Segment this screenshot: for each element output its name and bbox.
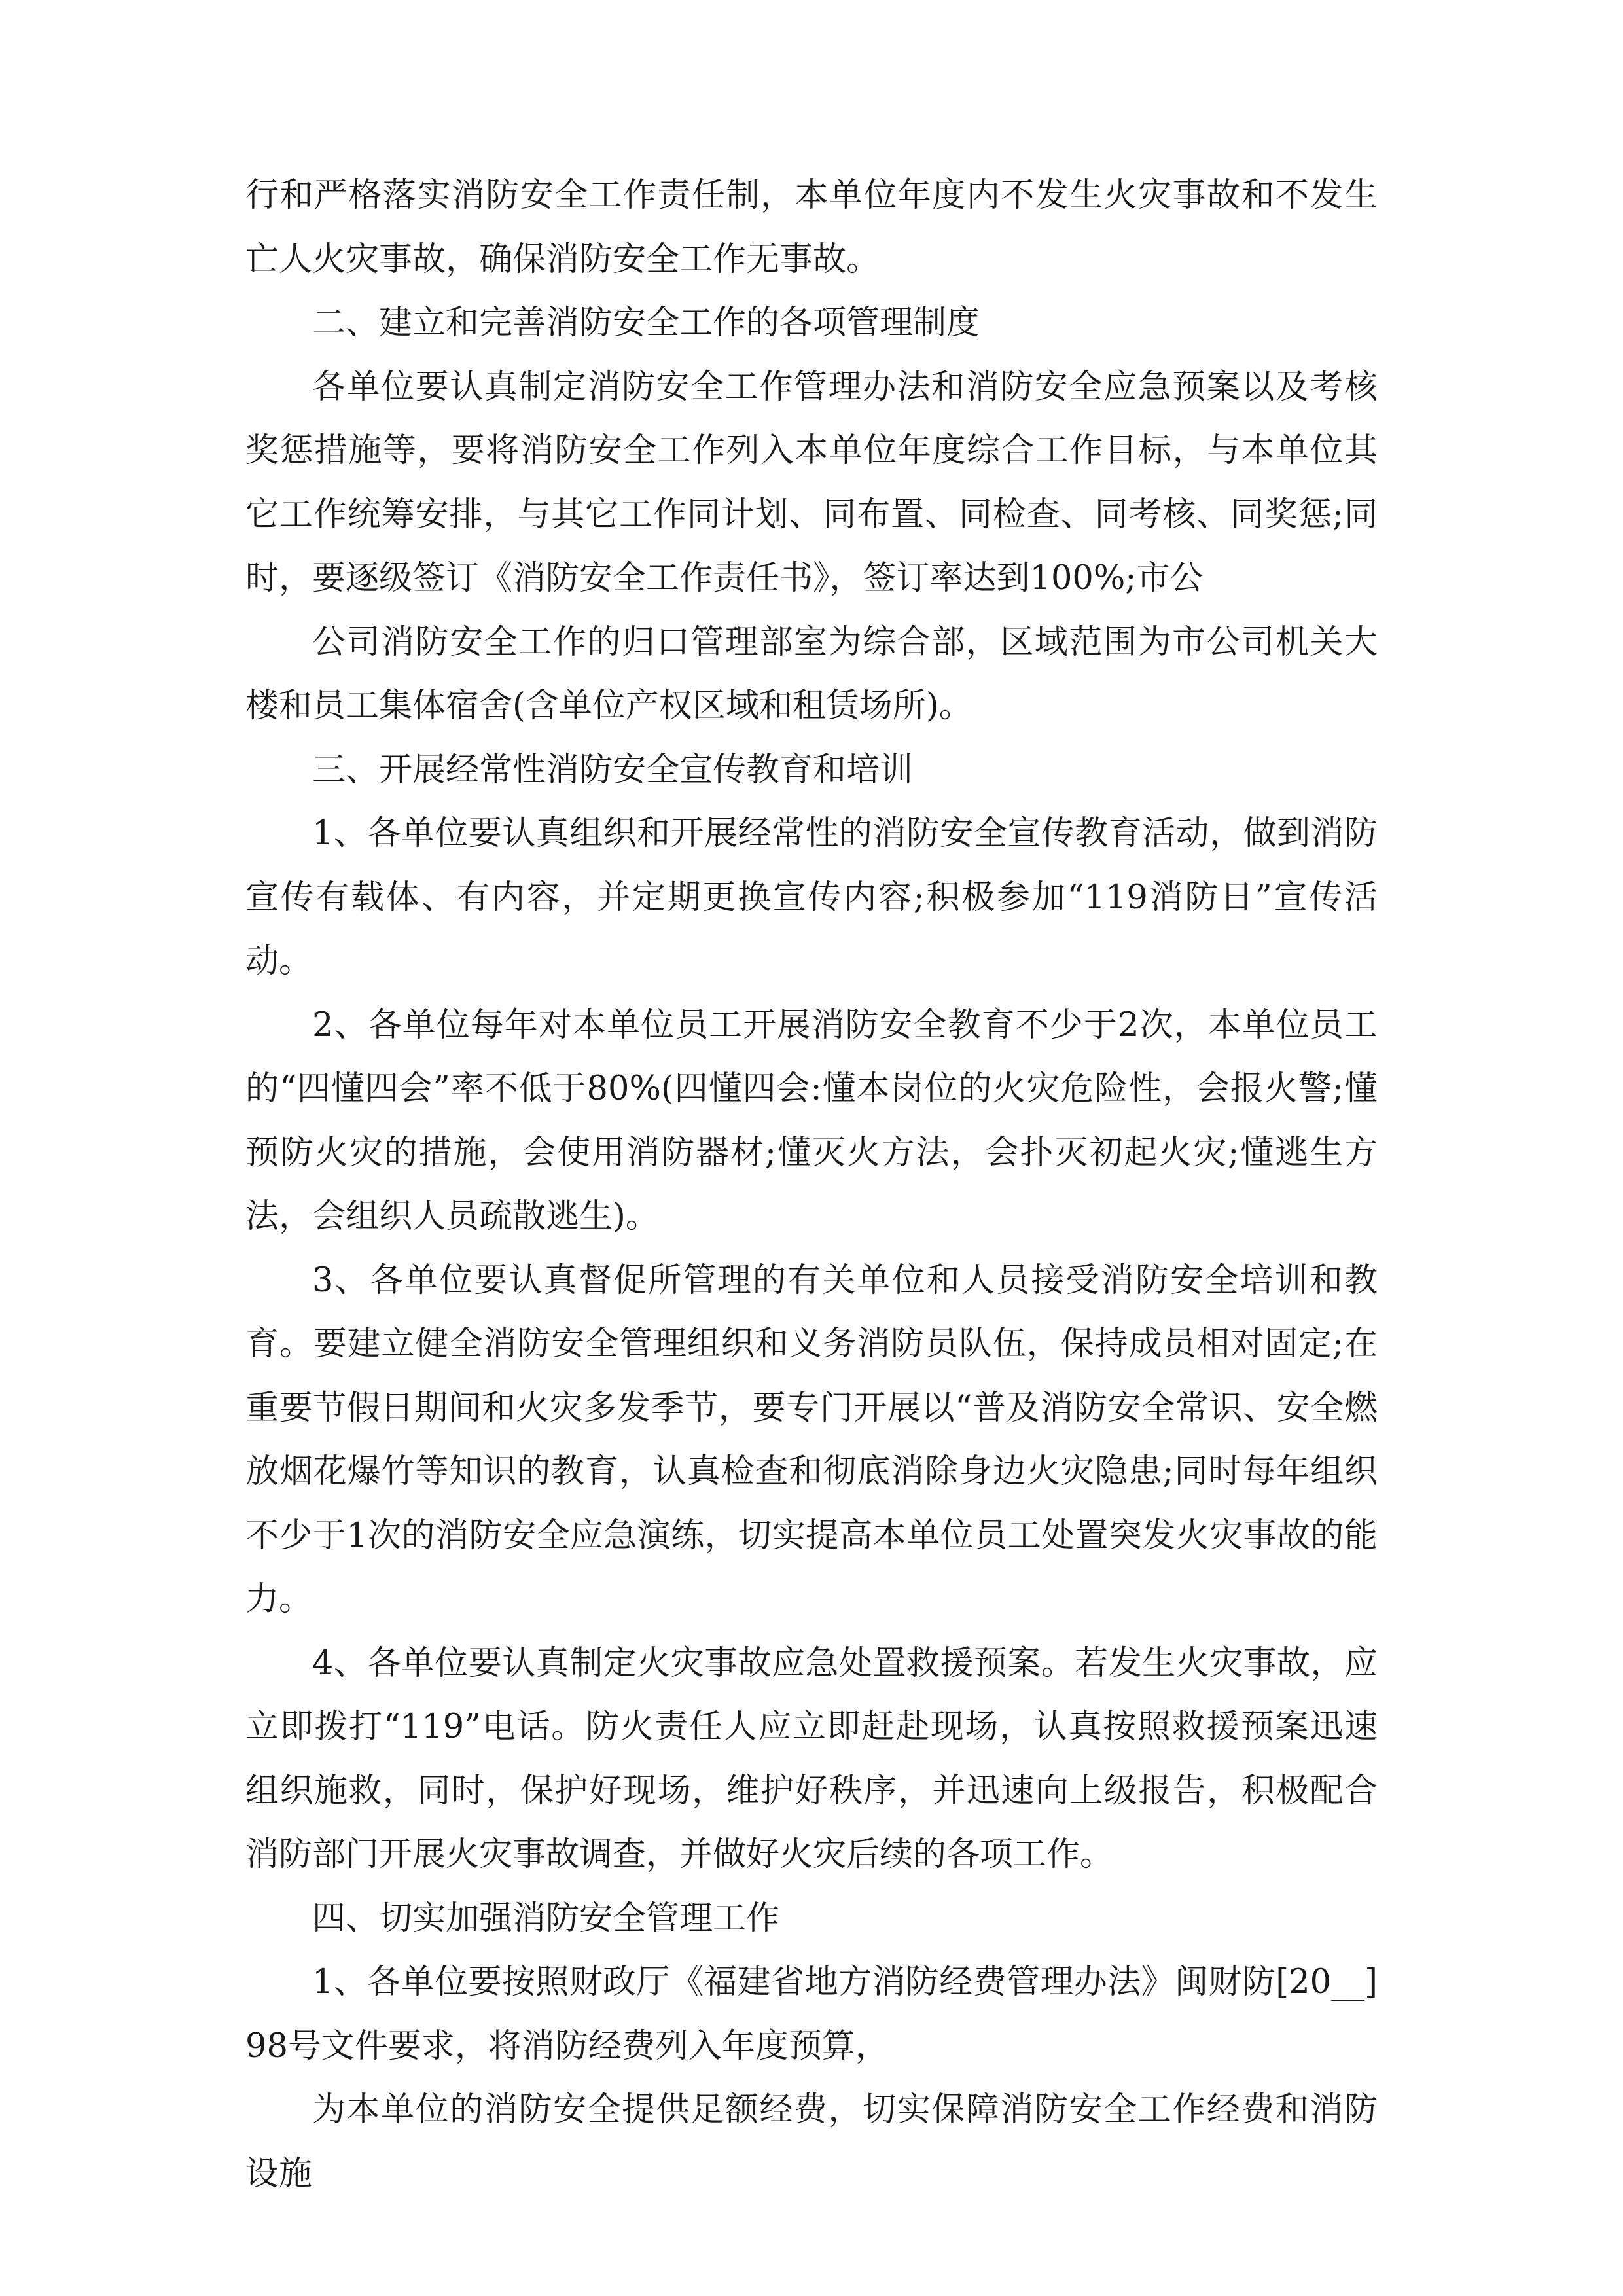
paragraph-management-department: 公司消防安全工作的归口管理部室为综合部，区域范围为市公司机关大楼和员工集体宿舍(含单位产权区域和租赁场所)。 bbox=[245, 622, 1378, 725]
paragraph-responsibility-continuation: 行和严格落实消防安全工作责任制，本单位年度内不发生火灾事故和不发生亡人火灾事故，确保消防安全工作无事故。 bbox=[245, 176, 1378, 279]
paragraph-management-system: 各单位要认真制定消防安全工作管理办法和消防安全应急预案以及考核奖惩措施等，要将消防安全工作列入本单位年度综合工作目标，与本单位其它工作统筹安排，与其它工作同计划、同布置、同检查、同考核、同奖惩;同时，要逐级签订《消防安全工作责任书》，签订率达到100%;市公 bbox=[245, 367, 1378, 598]
document-body bbox=[245, 164, 1378, 2206]
paragraph-item-4-1-continued: 为本单位的消防安全提供足额经费，切实保障消防安全工作经费和消防设施 bbox=[245, 2090, 1378, 2193]
paragraph-item-3-1: 1、各单位要认真组织和开展经常性的消防安全宣传教育活动，做到消防宣传有载体、有内容，并定期更换宣传内容;积极参加“119消防日”宣传活动。 bbox=[245, 814, 1378, 980]
paragraph-item-3-2: 2、各单位每年对本单位员工开展消防安全教育不少于2次，本单位员工的“四懂四会”率不低于80%(四懂四会:懂本岗位的火灾危险性，会报火警;懂预防火灾的措施，会使用消防器材;懂灭火方法，会扑灭初起火灾;懂逃生方法，会组织人员疏散逃生)。 bbox=[245, 1005, 1378, 1236]
section-heading-4: 四、切实加强消防安全管理工作 bbox=[312, 1899, 780, 1938]
paragraph-item-3-3: 3、各单位要认真督促所管理的有关单位和人员接受消防安全培训和教育。要建立健全消防安全管理组织和义务消防员队伍，保持成员相对固定;在重要节假日期间和火灾多发季节，要专门开展以“普及消防安全常识、安全燃放烟花爆竹等知识的教育，认真检查和彻底消除身边火灾隐患;同时每年组织不少于1次的消防安全应急演练，切实提高本单位员工处置突发火灾事故的能力。 bbox=[245, 1261, 1378, 1619]
paragraph-item-4-1: 1、各单位要按照财政厅《福建省地方消防经费管理办法》闽财防[20__]98号文件要求，将消防经费列入年度预算， bbox=[245, 1963, 1378, 2066]
section-heading-2: 二、建立和完善消防安全工作的各项管理制度 bbox=[312, 304, 980, 342]
paragraph-item-3-4: 4、各单位要认真制定火灾事故应急处置救援预案。若发生火灾事故，应立即拨打“119”电话。防火责任人应立即赶赴现场，认真按照救援预案迅速组织施救，同时，保护好现场，维护好秩序，并迅速向上级报告，积极配合消防部门开展火灾事故调查，并做好火灾后续的各项工作。 bbox=[245, 1643, 1378, 1874]
section-heading-3: 三、开展经常性消防安全宣传教育和培训 bbox=[312, 750, 914, 789]
